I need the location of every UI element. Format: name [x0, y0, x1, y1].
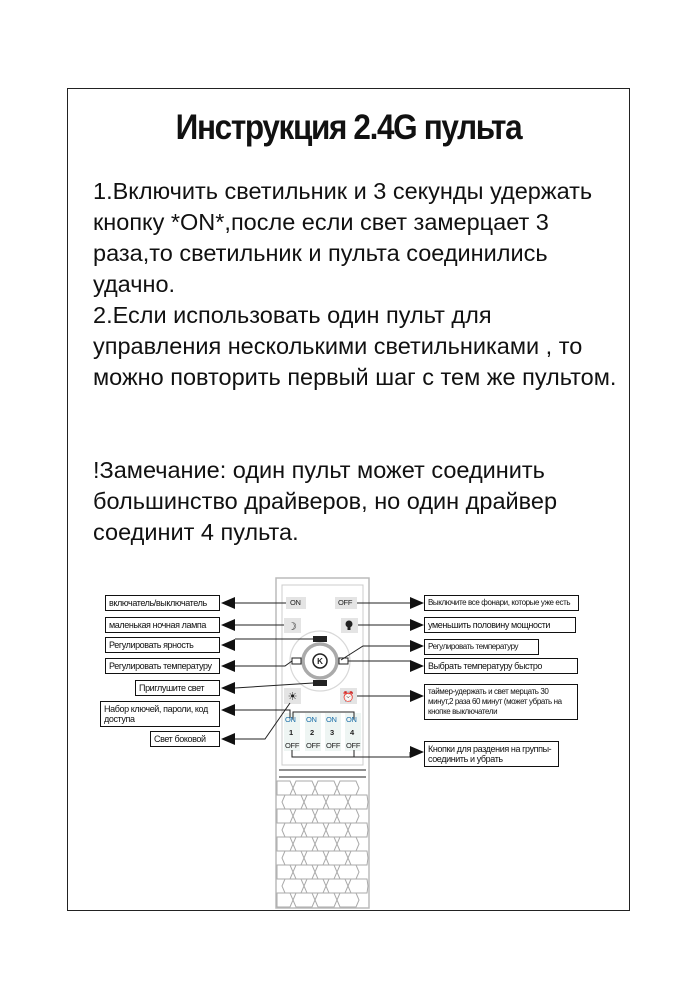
moon-icon: ☽ [287, 621, 297, 633]
off-button-label[interactable]: OFF [338, 598, 353, 607]
label-quick-temperature: Выбрать температуру быстро [424, 658, 578, 674]
label-timer: таймер-удержать и свет мерцать 30 минут,2 раза 60 минут (может убрать на кнопке выключатели [424, 684, 578, 720]
page-title: Инструкция 2.4G пульта [175, 108, 522, 147]
group-1-on[interactable]: ON [285, 715, 296, 724]
label-brightness: Регулировать ярность [105, 637, 220, 653]
brightness-down-icon [313, 680, 327, 686]
svg-text:K: K [317, 657, 323, 666]
clock-icon: ⏰ [342, 692, 355, 703]
label-pairing: Набор ключей, пароли, код доступа [100, 701, 220, 727]
sun-icon: ☀ [287, 691, 298, 703]
step-1-text: 1.Включить светильник и 3 секунды удержать кнопку *ON*,после если свет замерцает 3 раза,то светильник и пульта соединились удачно. [93, 178, 593, 297]
brightness-up-icon [313, 636, 327, 642]
step-2-text: 2.Если использовать один пульт для управления несколькими светильниками , то можно повторить первый шаг с тем же пультом. [93, 302, 617, 390]
group-4-num: 4 [350, 728, 354, 737]
temp-left-icon [292, 658, 301, 664]
group-3-off[interactable]: OFF [326, 741, 341, 750]
label-half-power: уменьшить половину мощности [424, 617, 576, 633]
label-dim: Приглушите свет [135, 680, 220, 696]
group-1-num: 1 [289, 728, 293, 737]
on-button-label[interactable]: ON [290, 598, 301, 607]
note-text: !Замечание: один пульт может соединить большинство драйверов, но один драйвер соединит 4 пульта. [93, 457, 558, 545]
group-2-on[interactable]: ON [306, 715, 317, 724]
group-2-off[interactable]: OFF [306, 741, 321, 750]
group-4-on[interactable]: ON [346, 715, 357, 724]
group-1-off[interactable]: OFF [285, 741, 300, 750]
label-night-lamp: маленькая ночная лампа [105, 617, 220, 633]
group-4-off[interactable]: OFF [346, 741, 361, 750]
bulb-icon [346, 621, 353, 628]
label-side-light: Свет боковой [150, 731, 220, 747]
label-temperature: Регулировать температуру [105, 658, 220, 674]
label-groups: Кнопки для раздения на группы-соединить и убрать [424, 741, 559, 767]
label-temperature-right: Регулировать температуру [424, 639, 539, 655]
group-3-on[interactable]: ON [326, 715, 337, 724]
label-on-off: включатель/выключатель [105, 595, 220, 611]
group-2-num: 2 [310, 728, 314, 737]
group-3-num: 3 [330, 728, 334, 737]
label-all-off: Выключите все фонари, которые уже есть [424, 595, 579, 611]
